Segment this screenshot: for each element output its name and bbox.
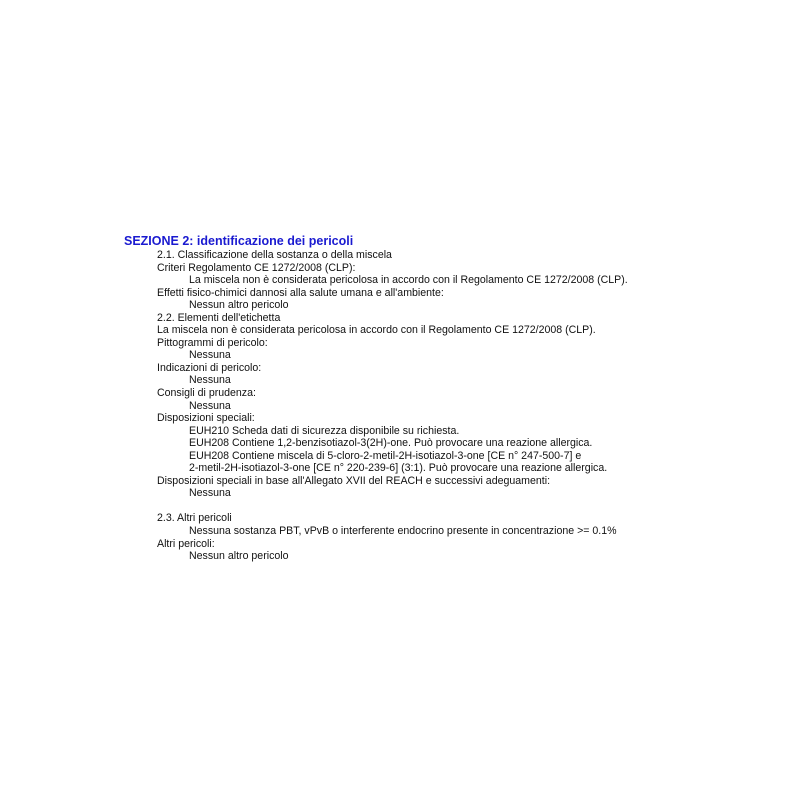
- other-hazards-label: Altri pericoli:: [157, 537, 215, 550]
- euh208-statement-cmit-mit-continued: 2-metil-2H-isotiazol-3-one [CE n° 220-239-6] (3:1). Può provocare una reazione allergica.: [189, 462, 608, 475]
- pbt-vpvb-statement: Nessuna sostanza PBT, vPvB o interferente endocrino presente in concentrazione >= 0.1%: [189, 525, 617, 538]
- reach-annex-xvii-value: Nessuna: [189, 487, 231, 500]
- clp-criteria-label: Criteri Regolamento CE 1272/2008 (CLP):: [157, 261, 356, 274]
- other-hazards-value: Nessun altro pericolo: [189, 550, 289, 563]
- precautionary-statements-value: Nessuna: [189, 399, 231, 412]
- pictograms-value: Nessuna: [189, 349, 231, 362]
- euh208-statement-cmit-mit: EUH208 Contiene miscela di 5-cloro-2-metil-2H-isotiazol-3-one [CE n° 247-500-7] e: [189, 449, 582, 462]
- subsection-2-3-title: 2.3. Altri pericoli: [157, 512, 232, 525]
- euh210-statement: EUH210 Scheda dati di sicurezza disponibile su richiesta.: [189, 424, 460, 437]
- euh208-statement-benzisothiazolinone: EUH208 Contiene 1,2-benzisotiazol-3(2H)-one. Può provocare una reazione allergica.: [189, 437, 593, 450]
- reach-annex-xvii-label: Disposizioni speciali in base all'Allegato XVII del REACH e successivi adeguamenti:: [157, 474, 551, 487]
- sds-section-2: [124, 233, 784, 563]
- effects-value: Nessun altro pericolo: [189, 299, 289, 312]
- hazard-statements-value: Nessuna: [189, 374, 231, 387]
- pictograms-label: Pittogrammi di pericolo:: [157, 336, 268, 349]
- clp-criteria-value: La miscela non è considerata pericolosa in accordo con il Regolamento CE 1272/2008 (CLP).: [189, 274, 628, 287]
- section-heading: SEZIONE 2: identificazione dei pericoli: [124, 234, 354, 248]
- precautionary-statements-label: Consigli di prudenza:: [157, 387, 256, 400]
- subsection-2-2-title: 2.2. Elementi dell'etichetta: [157, 311, 281, 324]
- label-classification-statement: La miscela non è considerata pericolosa in accordo con il Regolamento CE 1272/2008 (CLP).: [157, 324, 596, 337]
- hazard-statements-label: Indicazioni di pericolo:: [157, 361, 262, 374]
- subsection-2-1-title: 2.1. Classificazione della sostanza o della miscela: [157, 249, 392, 261]
- spacer: [124, 500, 784, 513]
- effects-label: Effetti fisico-chimici dannosi alla salute umana e all'ambiente:: [157, 286, 444, 299]
- special-provisions-label: Disposizioni speciali:: [157, 412, 255, 425]
